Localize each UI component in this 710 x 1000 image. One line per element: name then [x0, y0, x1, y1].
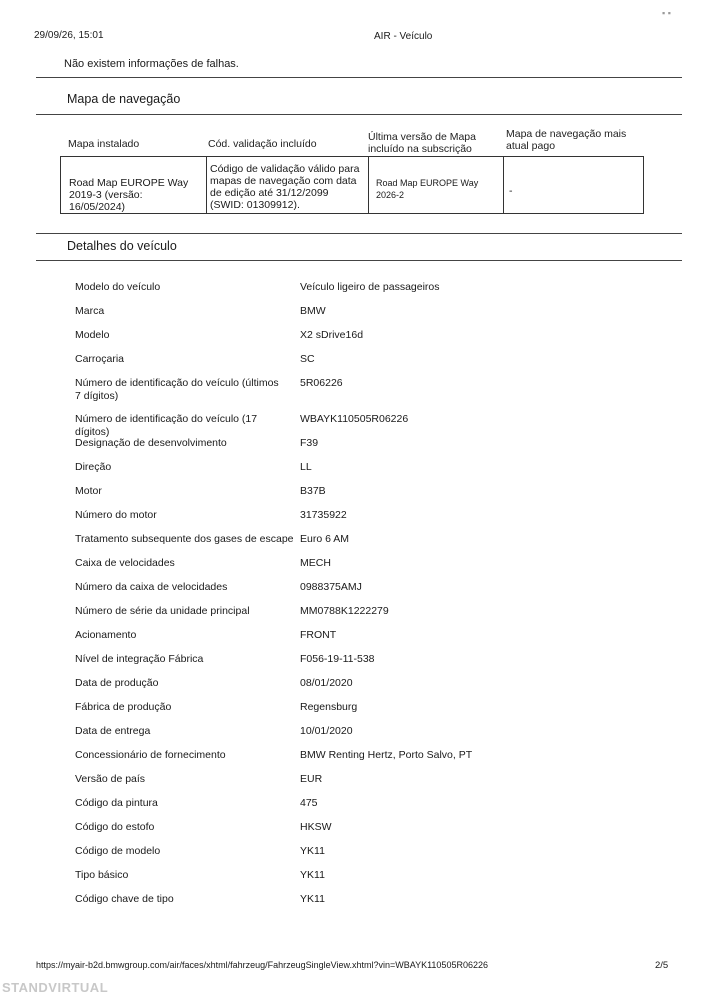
- divider: [36, 77, 682, 78]
- detail-value: YK11: [300, 845, 325, 857]
- detail-row: [75, 301, 675, 325]
- detail-row: [75, 889, 675, 913]
- vehicle-details-list: [75, 277, 675, 913]
- navigation-map-table-header: [60, 128, 644, 156]
- table-cell: Road Map EUROPE Way 2026-2: [376, 178, 479, 200]
- detail-value: 0988375AMJ: [300, 581, 362, 593]
- detail-label: Carroçaria: [75, 353, 125, 365]
- divider: [36, 233, 682, 234]
- detail-label: Caixa de velocidades: [75, 557, 175, 569]
- column-separator: [206, 157, 207, 213]
- detail-label: Acionamento: [75, 629, 137, 641]
- detail-label: Concessionário de fornecimento: [75, 749, 226, 761]
- detail-row: [75, 841, 675, 865]
- detail-row: [75, 793, 675, 817]
- detail-label: Código de modelo: [75, 845, 161, 857]
- detail-label: Número do motor: [75, 509, 157, 521]
- detail-row: [75, 673, 675, 697]
- detail-value: YK11: [300, 869, 325, 881]
- watermark: STANDVIRTUAL: [2, 980, 109, 995]
- detail-label: Direção: [75, 461, 112, 473]
- detail-row: [75, 769, 675, 793]
- detail-value: Regensburg: [300, 701, 358, 713]
- detail-value: Euro 6 AM: [300, 533, 350, 545]
- detail-value: HKSW: [300, 821, 332, 833]
- detail-value: FRONT: [300, 629, 337, 641]
- detail-row: [75, 505, 675, 529]
- corner-mark: ▪ ▪: [662, 8, 671, 18]
- footer-url: https://myair-b2d.bmwgroup.com/air/faces/xhtml/fahrzeug/FahrzeugSingleView.xhtml?vin=WBAYK110505R06226: [36, 960, 488, 970]
- detail-label: Data de produção: [75, 677, 159, 689]
- print-timestamp: 29/09/26, 15:01: [34, 30, 104, 41]
- detail-value: F056-19-11-538: [300, 653, 375, 665]
- detail-row: [75, 409, 675, 438]
- detail-value: MECH: [300, 557, 331, 569]
- detail-row: [75, 721, 675, 745]
- table-cell: Road Map EUROPE Way 2019-3 (versão: 16/05/2024): [69, 177, 189, 213]
- detail-label: Tratamento subsequente dos gases de escape: [75, 533, 294, 545]
- detail-label: Marca: [75, 305, 105, 317]
- column-separator: [368, 157, 369, 213]
- detail-value: 5R06226: [300, 377, 343, 389]
- detail-row: [75, 349, 675, 373]
- detail-row: [75, 697, 675, 721]
- column-separator: [503, 157, 504, 213]
- detail-row: [75, 817, 675, 841]
- detail-label: Modelo do veículo: [75, 281, 161, 293]
- detail-row: [75, 325, 675, 349]
- detail-label: Motor: [75, 485, 102, 497]
- detail-row: [75, 865, 675, 889]
- table-cell: Código de validação válido para mapas de navegação com data de edição até 31/12/2099 (SWID: 01309912).: [210, 163, 360, 211]
- detail-value: Veículo ligeiro de passageiros: [300, 281, 440, 293]
- section-title-vehicle-details: Detalhes do veículo: [67, 239, 177, 253]
- detail-label: Código da pintura: [75, 797, 158, 809]
- detail-value: BMW: [300, 305, 326, 317]
- detail-row: [75, 601, 675, 625]
- detail-value: F39: [300, 437, 319, 449]
- page-number: 2/5: [655, 960, 669, 971]
- detail-value: LL: [300, 461, 312, 473]
- column-header: Cód. validação incluído: [208, 138, 317, 150]
- detail-value: EUR: [300, 773, 323, 785]
- navigation-map-table: [60, 156, 644, 214]
- faults-message: Não existem informações de falhas.: [64, 58, 239, 70]
- detail-label: Nível de integração Fábrica: [75, 653, 204, 665]
- detail-label: Versão de país: [75, 773, 146, 785]
- divider: [36, 114, 682, 115]
- detail-value: X2 sDrive16d: [300, 329, 364, 341]
- detail-value: SC: [300, 353, 315, 365]
- detail-label: Modelo: [75, 329, 110, 341]
- page-title: AIR - Veículo: [374, 31, 433, 42]
- detail-label: Número de série da unidade principal: [75, 605, 250, 617]
- divider: [36, 260, 682, 261]
- detail-label: Código do estofo: [75, 821, 155, 833]
- column-header: Mapa de navegação mais atual pago: [506, 128, 627, 152]
- detail-row: [75, 577, 675, 601]
- column-header: Mapa instalado: [68, 138, 140, 150]
- detail-label: Designação de desenvolvimento: [75, 437, 227, 449]
- detail-row: [75, 277, 675, 301]
- detail-value: 10/01/2020: [300, 725, 353, 737]
- detail-value: B37B: [300, 485, 326, 497]
- detail-row: [75, 373, 675, 409]
- section-title-navigation-map: Mapa de navegação: [67, 92, 181, 106]
- detail-row: [75, 433, 675, 457]
- detail-label: Código chave de tipo: [75, 893, 174, 905]
- detail-label: Tipo básico: [75, 869, 129, 881]
- detail-row: [75, 553, 675, 577]
- detail-value: 08/01/2020: [300, 677, 353, 689]
- detail-value: 31735922: [300, 509, 347, 521]
- detail-label: Número de identificação do veículo (17 dígitos): [75, 413, 258, 438]
- detail-label: Fábrica de produção: [75, 701, 172, 713]
- detail-value: WBAYK110505R06226: [300, 413, 409, 425]
- detail-row: [75, 625, 675, 649]
- column-header: Última versão de Mapa incluído na subscrição: [368, 131, 476, 155]
- detail-value: MM0788K1222279: [300, 605, 389, 617]
- detail-label: Número de identificação do veículo (últimos 7 dígitos): [75, 377, 279, 402]
- detail-row: [75, 481, 675, 505]
- detail-label: Data de entrega: [75, 725, 151, 737]
- detail-value: BMW Renting Hertz, Porto Salvo, PT: [300, 749, 473, 761]
- detail-label: Número da caixa de velocidades: [75, 581, 228, 593]
- detail-value: 475: [300, 797, 318, 809]
- detail-value: YK11: [300, 893, 325, 905]
- detail-row: [75, 457, 675, 481]
- detail-row: [75, 649, 675, 673]
- table-cell: -: [509, 185, 513, 197]
- detail-row: [75, 745, 675, 769]
- detail-row: [75, 529, 675, 553]
